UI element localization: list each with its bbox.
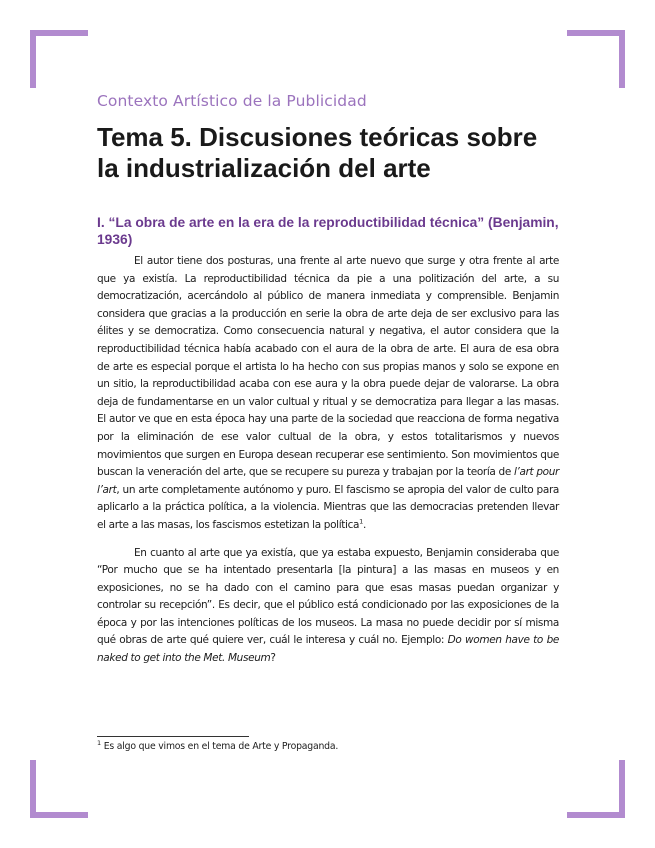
section-heading: I. “La obra de arte en la era de la reproductibilidad técnica” (Benjamin, 1936)	[97, 215, 559, 247]
paragraph-1-text-a: El autor tiene dos posturas, una frente al arte nuevo que surge y otra frente al arte que ya existía. La reproductibilidad técnica da pie a una politización del arte, a su democratización, acercándolo al público de manera inmediata y comprensible. Benjamin considera que gracias a la producción en serie la obra de arte deja de ser exclusivo para las élites y se democratiza. Como consecuencia natural y negativa, el autor considera que la reproductibilidad técnica había acabado con el aura de la obra de arte. El aura de esa obra de arte es especial porque el artista lo ha hecho con sus propias manos y solo se expone en un sitio, la reproductibilidad acaba con ese aura y la obra puede dejar de valorarse. La obra deja de fundamentarse en un valor cultual y ritual y se democratiza para llegar a las masas. El autor ve que en esta época hay una parte de la sociedad que reacciona de forma negativa por la eliminación de ese valor cultual de la obra, y estos totalitarismos y nuevos movimientos que surgen en Europa desean recuperar ese sentimiento. Son movimientos que buscan la veneración del arte, que se recupere su pureza y trabajan por la teoría de	[97, 255, 559, 479]
footnote-text: Es algo que vimos en el tema de Arte y Propaganda.	[100, 741, 339, 752]
paragraph-1-text-c: .	[362, 518, 366, 531]
paragraph-2-italic: Do women have to be naked to get into the Met. Museum	[97, 634, 559, 665]
paragraph-1-italic: l’art pour l’art	[97, 466, 559, 496]
course-subject: Contexto Artístico de la Publicidad	[97, 92, 367, 110]
footnote	[97, 738, 559, 752]
corner-bracket-bottom-right	[567, 760, 625, 818]
paragraph-2	[97, 545, 559, 668]
page-title: Tema 5. Discusiones teóricas sobre la industrialización del arte	[97, 122, 538, 183]
footnote-number: 1	[97, 738, 101, 747]
footnote-reference[interactable]: 1	[359, 517, 363, 526]
paragraph-1	[97, 253, 559, 535]
corner-bracket-bottom-left	[30, 760, 88, 818]
corner-bracket-top-right	[567, 30, 625, 88]
paragraph-2-text-a: En cuanto al arte que ya existía, que ya estaba expuesto, Benjamin consideraba que “Por mucho que se ha intentado presentarla [la pintura] a las masas en museos y en exposiciones, no se ha dado con el camino para que esas masas puedan organizar y controlar su recepción”. Es decir, que el público está condicionado por las exposiciones de la época y por las intenciones políticas de los museos. La masa no puede decidir por sí misma qué obras de arte qué quiere ver, cuál le interesa y cuál no. Ejemplo:	[97, 546, 559, 647]
paragraph-2-text-b: ?	[270, 652, 276, 665]
page-content	[97, 92, 559, 668]
paragraph-1-text-b: , un arte completamente autónomo y puro. El fascismo se apropia del valor de culto para aplicarlo a la práctica política, a la violencia. Mientras que las democracias pretenden llevar el arte a las masas, los fascismos estetizan la política	[97, 483, 559, 531]
footnote-divider	[97, 736, 249, 737]
corner-bracket-top-left	[30, 30, 88, 88]
